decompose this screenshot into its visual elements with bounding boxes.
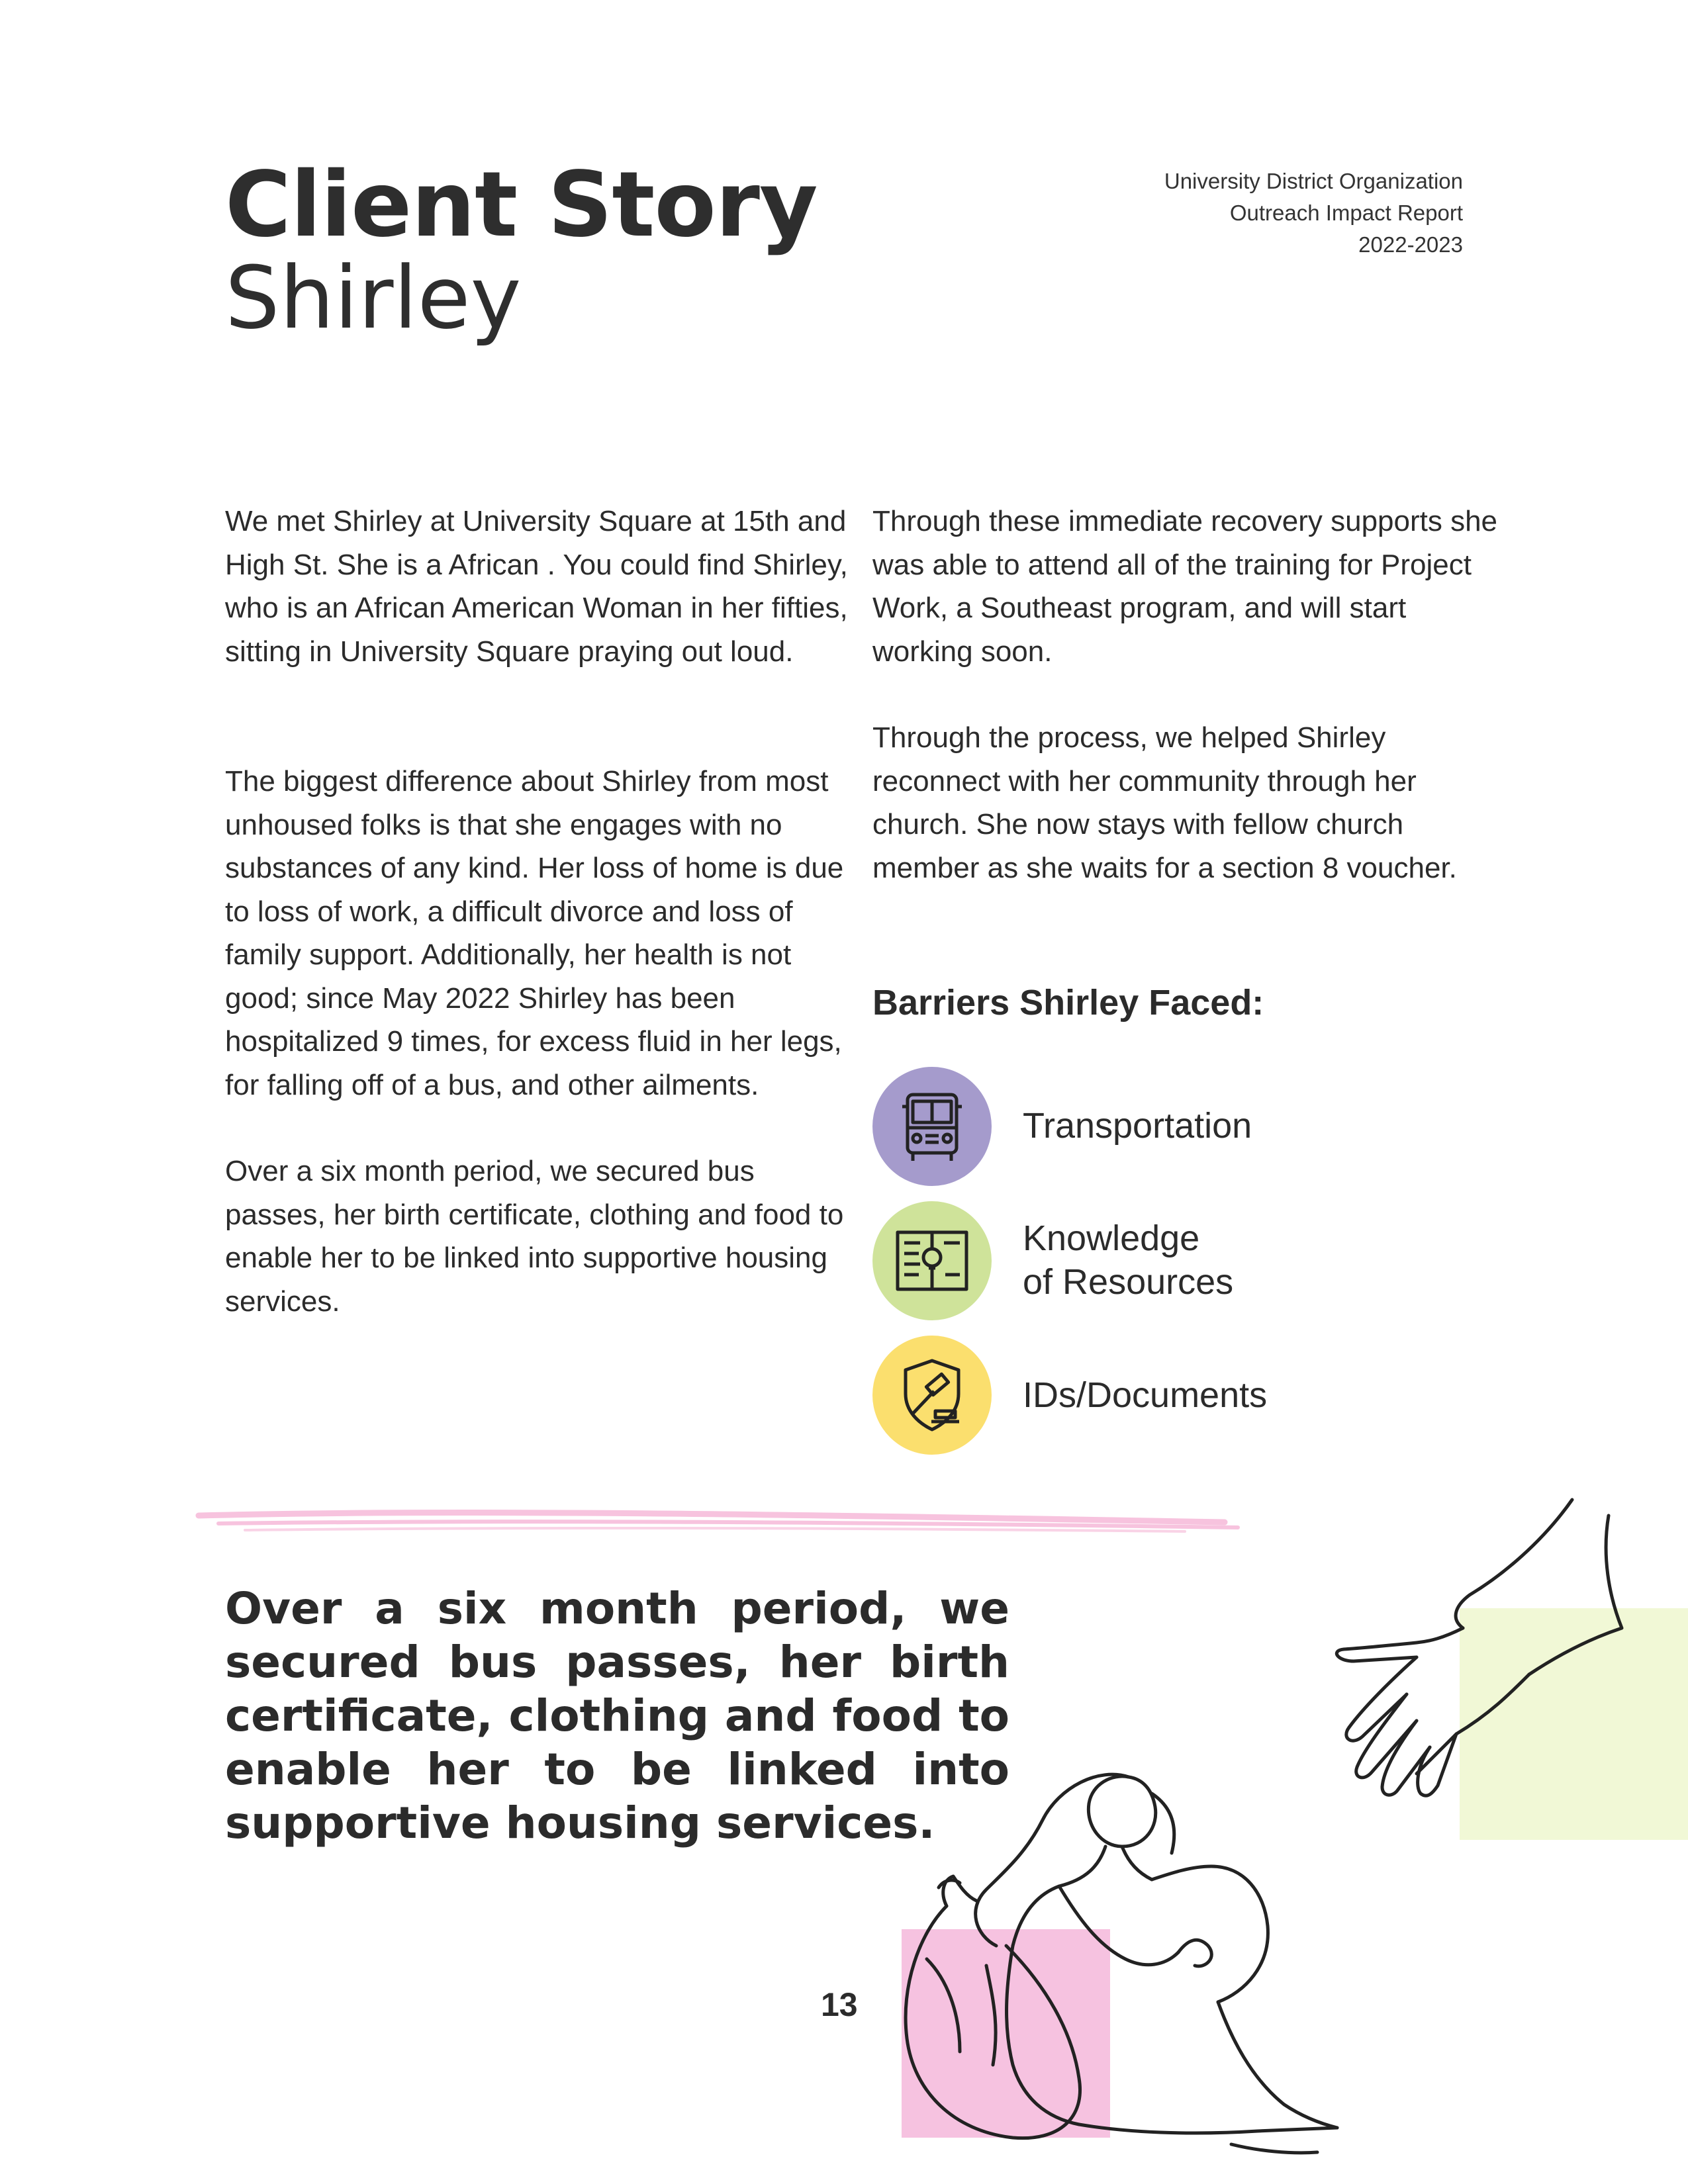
pink-brush-divider: [192, 1502, 1251, 1542]
shield-gavel-icon: [896, 1355, 968, 1435]
story-paragraph: Through the process, we helped Shirley reconnect with her community through her church. She now stays with fellow church member as she waits for a section 8 voucher.: [872, 721, 1457, 884]
story-right-column: [872, 500, 1501, 889]
barrier-label-ids: IDs/Documents: [1023, 1375, 1268, 1415]
barrier-label-transportation: Transportation: [1023, 1106, 1252, 1146]
bus-icon: [896, 1087, 968, 1166]
report-info: [1000, 165, 1463, 261]
page-number: 13: [821, 1986, 858, 2023]
knowledge-badge: [872, 1201, 992, 1320]
transportation-badge: [872, 1067, 992, 1186]
barrier-label-line: Knowledge: [1023, 1218, 1200, 1258]
org-name: University District Organization: [1164, 169, 1463, 193]
page-subtitle: Shirley: [225, 248, 522, 348]
barrier-label-line: of Resources: [1023, 1262, 1234, 1302]
story-paragraph: Through these immediate recovery supports she was able to attend all of the training for Project Work, a Southeast program, and will start working soon.: [872, 505, 1498, 668]
barrier-label-knowledge: [1023, 1216, 1233, 1304]
story-paragraph: We met Shirley at University Square at 15th and High St. She is a African . You could find Shirley, who is an African American Woman in her fifties, sitting in University Square praying out loud.: [225, 505, 848, 668]
ids-documents-badge: [872, 1336, 992, 1455]
pull-quote: Over a six month period, we secured bus passes, her birth certificate, clothing and food to enable her to be linked into supportive housing services.: [225, 1583, 1009, 1848]
story-paragraph: The biggest difference about Shirley from most unhoused folks is that she engages with no substances of any kind. Her loss of home is due to loss of work, a difficult divorce and loss of family support. Additionally, her health is not good; since May 2022 Shirley has been hospitalized 9 times, for excess fluid in her legs, for falling off of a bus, and other ailments.: [225, 765, 844, 1101]
barriers-heading: Barriers Shirley Faced:: [872, 983, 1264, 1023]
book-lightbulb-icon: [892, 1224, 972, 1297]
sitting-woman-illustration: [861, 1747, 1364, 2184]
report-years: 2022-2023: [1358, 232, 1463, 257]
report-name: Outreach Impact Report: [1229, 201, 1463, 225]
page-title: Client Story: [225, 153, 818, 257]
story-paragraph: Over a six month period, we secured bus passes, her birth certificate, clothing and food to enable her to be linked into supportive housing services.: [225, 1155, 844, 1318]
story-left-column: [225, 500, 854, 1323]
